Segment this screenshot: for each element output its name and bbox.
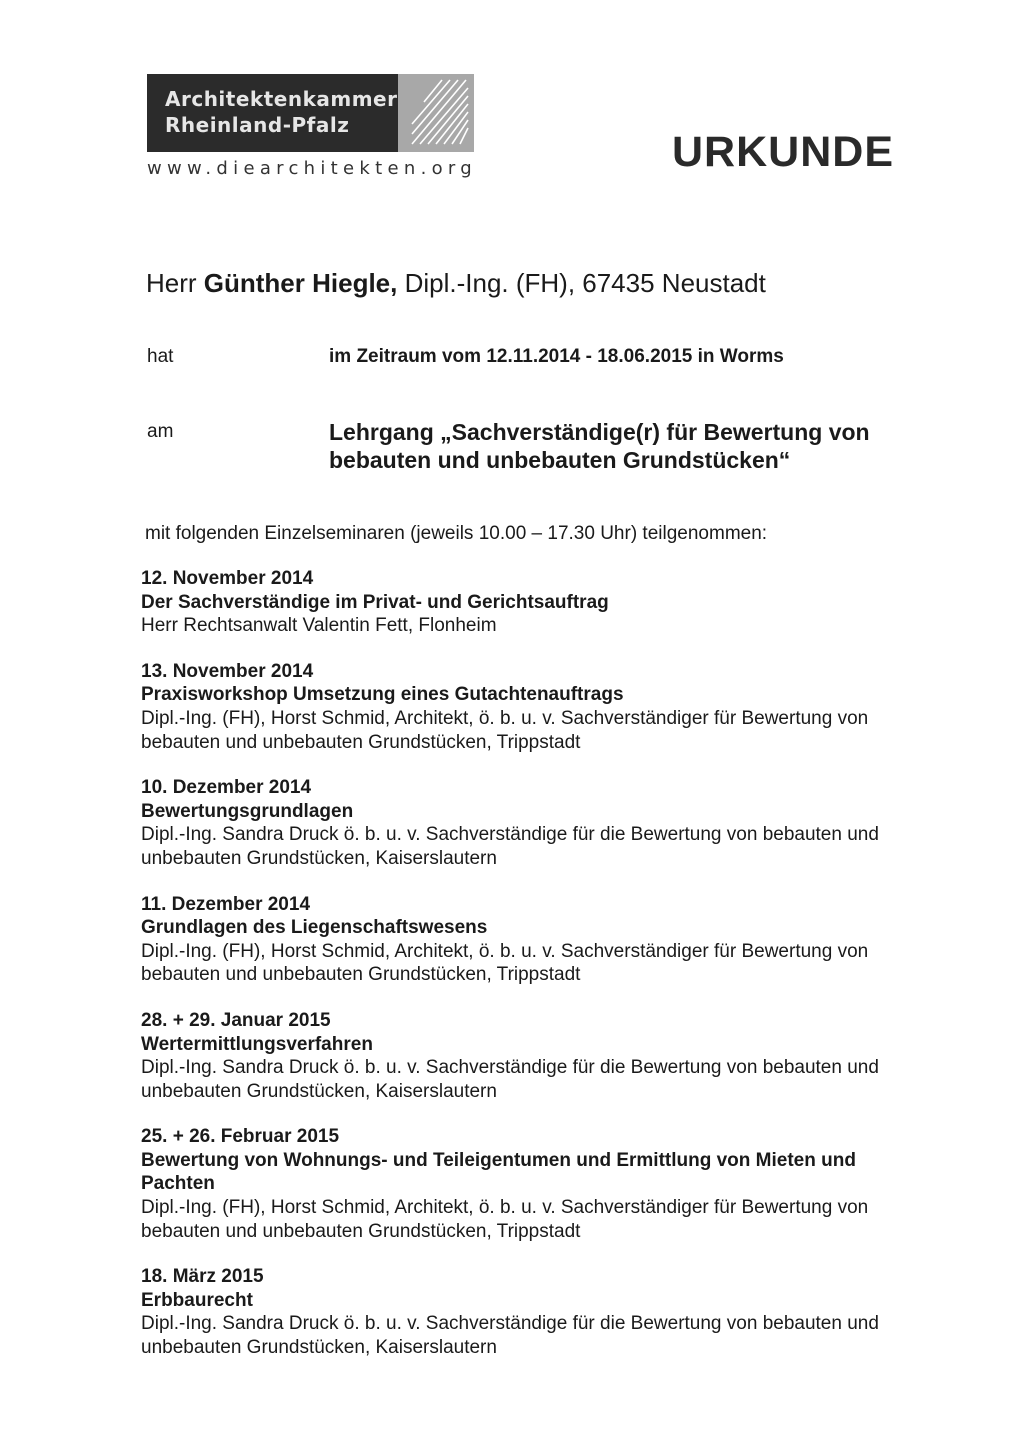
- recipient-prefix: Herr: [146, 268, 204, 298]
- logo-line-1: Architektenkammer: [165, 87, 398, 111]
- logo-mark-icon: [398, 74, 474, 152]
- seminar-speaker: Dipl.-Ing. Sandra Druck ö. b. u. v. Sachverständige für die Bewertung von bebauten und unbebauten Grundstücken, Kaiserslautern: [141, 824, 879, 869]
- period: im Zeitraum vom 12.11.2014 - 18.06.2015 in Worms: [329, 346, 784, 367]
- seminar-topic: Wertermittlungsverfahren: [141, 1033, 373, 1055]
- document-title: URKUNDE: [672, 128, 894, 176]
- seminar-item: [141, 660, 931, 754]
- seminar-topic: Praxisworkshop Umsetzung eines Gutachtenauftrags: [141, 684, 624, 706]
- seminar-speaker: Dipl.-Ing. (FH), Horst Schmid, Architekt, ö. b. u. v. Sachverständiger für Bewertung von bebauten und unbebauten Grundstücken, Trippstadt: [141, 707, 869, 753]
- logo-line-2: Rheinland-Pfalz: [165, 113, 350, 137]
- seminar-item: [141, 1265, 931, 1359]
- seminar-speaker: Herr Rechtsanwalt Valentin Fett, Flonheim: [141, 615, 497, 637]
- recipient-name: Günther Hiegle,: [203, 268, 398, 298]
- recipient: [146, 268, 766, 299]
- seminar-date: 11. Dezember 2014: [141, 893, 311, 915]
- seminar-topic: Der Sachverständige im Privat- und Gerichtsauftrag: [141, 591, 609, 613]
- seminar-date: 10. Dezember 2014: [141, 777, 312, 799]
- seminar-topic: Bewertung von Wohnungs- und Teileigentumen und Ermittlung von Mieten und Pachten: [141, 1149, 856, 1195]
- seminar-item: [141, 567, 931, 638]
- seminar-speaker: Dipl.-Ing. Sandra Druck ö. b. u. v. Sachverständige für die Bewertung von bebauten und unbebauten Grundstücken, Kaiserslautern: [141, 1057, 879, 1102]
- seminar-date: 18. März 2015: [141, 1266, 264, 1288]
- logo-url: www.diearchitekten.org: [147, 158, 478, 179]
- recipient-details: Dipl.-Ing. (FH), 67435 Neustadt: [397, 268, 766, 298]
- seminar-topic: Bewertungsgrundlagen: [141, 800, 354, 822]
- seminar-date: 25. + 26. Februar 2015: [141, 1126, 340, 1148]
- logo: [147, 74, 474, 152]
- label-hat: hat: [147, 346, 174, 367]
- seminar-speaker: Dipl.-Ing. (FH), Horst Schmid, Architekt, ö. b. u. v. Sachverständiger für Bewertung von bebauten und unbebauten Grundstücken, Trippstadt: [141, 1197, 869, 1242]
- course-title: Lehrgang „Sachverständige(r) für Bewertung von bebauten und unbebauten Grundstücken“: [329, 419, 870, 473]
- intro-text: mit folgenden Einzelseminaren (jeweils 10.00 – 17.30 Uhr) teilgenommen:: [145, 523, 768, 544]
- seminar-topic: Erbbaurecht: [141, 1289, 253, 1311]
- seminar-item: [141, 893, 931, 987]
- seminar-item: [141, 1125, 931, 1243]
- seminar-topic: Grundlagen des Liegenschaftswesens: [141, 917, 488, 939]
- seminar-list: [141, 567, 931, 1382]
- seminar-speaker: Dipl.-Ing. Sandra Druck ö. b. u. v. Sachverständige für die Bewertung von bebauten und unbebauten Grundstücken, Kaiserslautern: [141, 1313, 879, 1359]
- seminar-date: 13. November 2014: [141, 660, 314, 682]
- seminar-speaker: Dipl.-Ing. (FH), Horst Schmid, Architekt, ö. b. u. v. Sachverständiger für Bewertung von bebauten und unbebauten Grundstücken, Trippstadt: [141, 940, 869, 986]
- seminar-date: 12. November 2014: [141, 568, 314, 589]
- label-am: am: [147, 421, 174, 442]
- seminar-item: [141, 1009, 931, 1103]
- seminar-date: 28. + 29. Januar 2015: [141, 1009, 331, 1031]
- logo-text: [147, 74, 398, 152]
- seminar-item: [141, 776, 931, 870]
